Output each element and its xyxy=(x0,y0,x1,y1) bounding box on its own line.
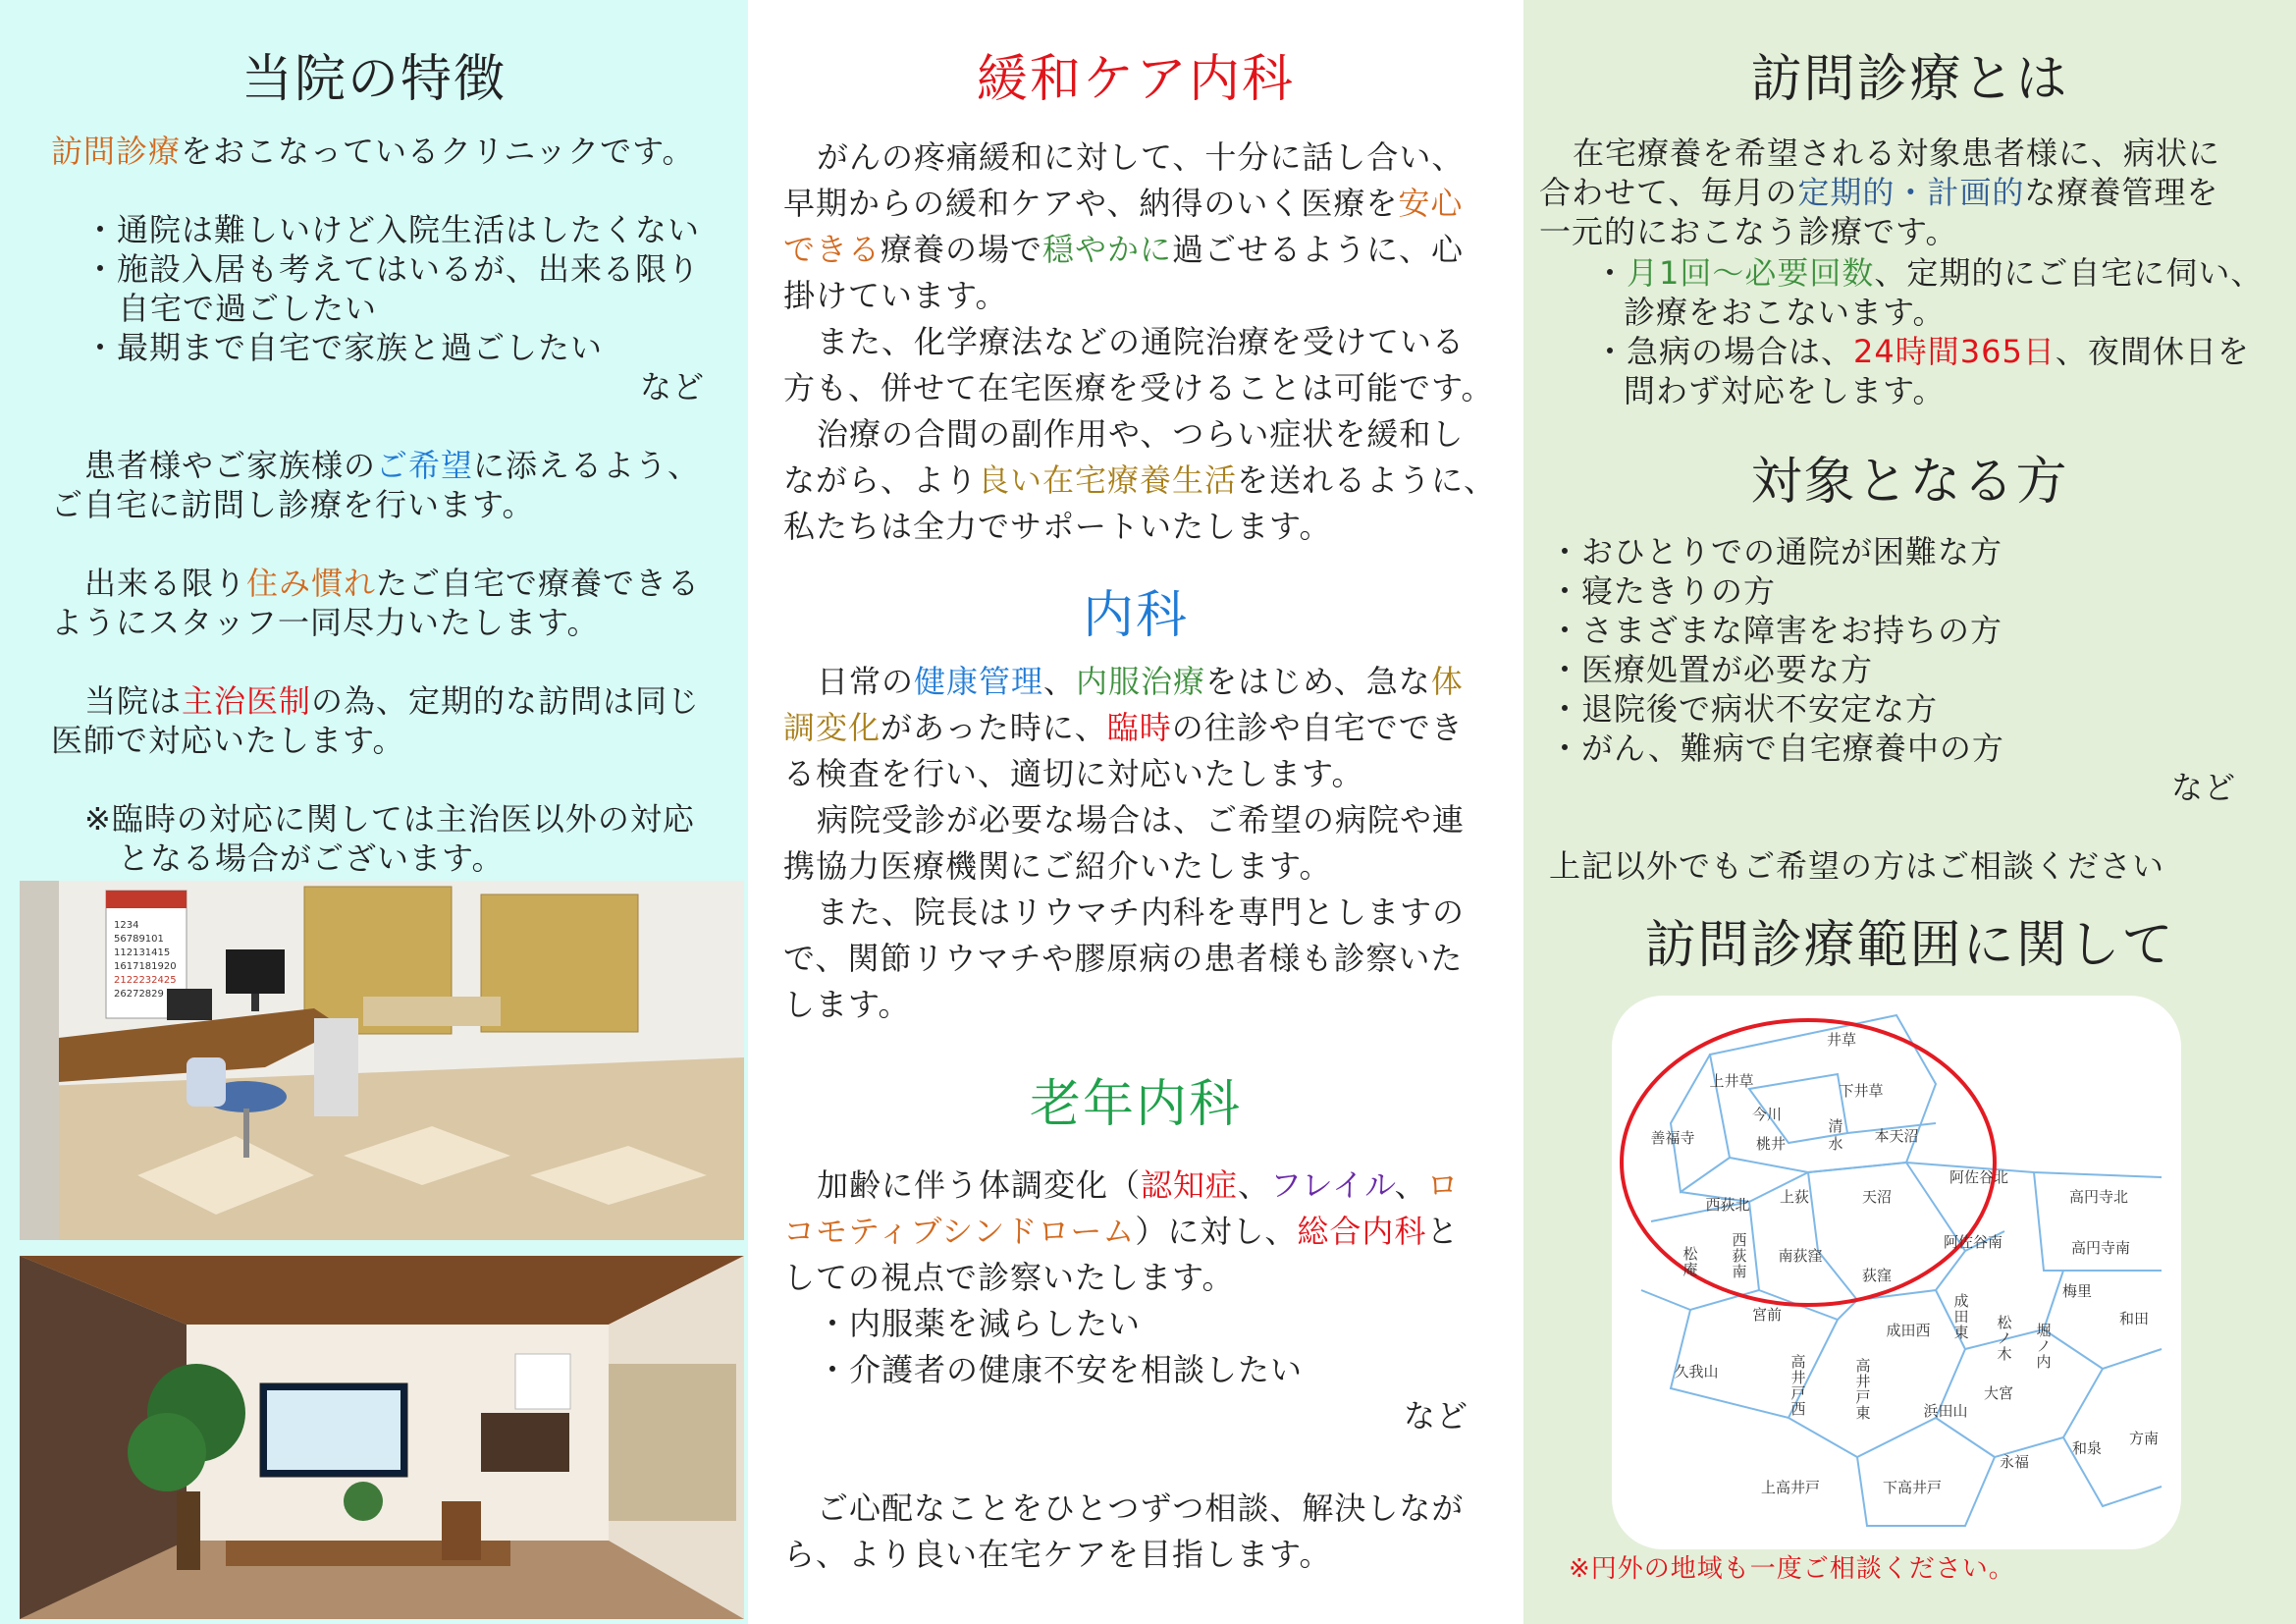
target-item: ・がん、難病で自宅療養中の方 xyxy=(1549,730,2004,767)
svg-text:西荻北: 西荻北 xyxy=(1705,1196,1750,1214)
svg-text:浜田山: 浜田山 xyxy=(1923,1402,1968,1420)
paragraph-line: 治療の合間の副作用や、つらい症状を緩和し xyxy=(817,415,1465,453)
svg-text:堀: 堀 xyxy=(2036,1322,2052,1339)
palliative-care-title: 緩和ケア内科 xyxy=(976,50,1295,109)
etc-text: など xyxy=(1404,1397,1469,1435)
svg-text:南荻窪: 南荻窪 xyxy=(1778,1247,1823,1265)
paragraph-line: 私たちは全力でサポートいたします。 xyxy=(783,508,1332,545)
paragraph-line: 方も、併せて在宅医療を受けることは可能です。 xyxy=(783,369,1494,406)
svg-text:南: 南 xyxy=(1732,1263,1747,1280)
bullet-item: ・施設入居も考えてはいるが、出来る限り xyxy=(84,250,701,288)
svg-text:善福寺: 善福寺 xyxy=(1650,1129,1695,1147)
bullet-item: ・最期まで自宅で家族と過ごしたい xyxy=(84,329,604,366)
svg-text:上荻: 上荻 xyxy=(1779,1188,1810,1206)
bullet-item: ・月1回〜必要回数、定期的にご自宅に伺い、 xyxy=(1594,254,2264,292)
svg-text:26272829: 26272829 xyxy=(114,989,164,1000)
svg-text:上井草: 上井草 xyxy=(1709,1072,1754,1090)
svg-text:和泉: 和泉 xyxy=(2071,1439,2103,1457)
consult-text: 上記以外でもご希望の方はご相談ください xyxy=(1549,847,2165,885)
svg-text:上高井戸: 上高井戸 xyxy=(1760,1479,1821,1496)
svg-text:下井草: 下井草 xyxy=(1839,1082,1884,1100)
svg-text:東: 東 xyxy=(1855,1404,1871,1422)
paragraph-line: ご自宅に訪問し診療を行います。 xyxy=(51,486,535,523)
svg-text:松: 松 xyxy=(1682,1245,1698,1263)
svg-text:久我山: 久我山 xyxy=(1674,1363,1719,1380)
svg-text:下高井戸: 下高井戸 xyxy=(1882,1479,1943,1496)
svg-text:水: 水 xyxy=(1828,1135,1843,1153)
svg-text:56789101: 56789101 xyxy=(114,934,164,945)
bullet-item: ・内服薬を減らしたい xyxy=(817,1305,1142,1342)
map-area-labels xyxy=(1650,1031,2159,1496)
svg-text:成田西: 成田西 xyxy=(1886,1322,1931,1339)
paragraph-line: 出来る限り住み慣れたご自宅で療養できる xyxy=(84,565,701,602)
svg-text:高円寺南: 高円寺南 xyxy=(2070,1239,2131,1257)
map-svg xyxy=(1612,996,2181,1549)
svg-text:1234: 1234 xyxy=(114,920,139,931)
highlight-wish: ご希望 xyxy=(376,447,474,484)
svg-text:本天沼: 本天沼 xyxy=(1874,1127,1919,1145)
paragraph-line: コモティブシンドローム）に対し、総合内科と xyxy=(783,1213,1460,1250)
paragraph-line: 在宅療養を希望される対象患者様に、病状に xyxy=(1573,135,2221,172)
svg-text:和田: 和田 xyxy=(2118,1310,2150,1327)
geriatric-medicine-title: 老年内科 xyxy=(1029,1075,1242,1134)
map-note: ※円外の地域も一度ご相談ください。 xyxy=(1569,1554,2015,1584)
service-area-title: 訪問診療範囲に関して xyxy=(1644,916,2175,975)
svg-text:井: 井 xyxy=(1790,1369,1806,1386)
paragraph-line: できる療養の場で穏やかに過ごせるように、心 xyxy=(783,231,1465,268)
svg-text:永福: 永福 xyxy=(1999,1453,2030,1471)
paragraph-line: がんの疼痛緩和に対して、十分に話し合い、 xyxy=(817,138,1465,176)
bullet-item: ・通院は難しいけど入院生活はしたくない xyxy=(84,211,701,248)
svg-text:阿佐谷北: 阿佐谷北 xyxy=(1949,1168,2009,1186)
svg-text:庵: 庵 xyxy=(1682,1261,1698,1278)
paragraph-line: 病院受診が必要な場合は、ご希望の病院や連 xyxy=(817,801,1466,839)
bullet-item-cont: 診療をおこないます。 xyxy=(1624,294,1946,331)
bullet-item: ・介護者の健康不安を相談したい xyxy=(817,1351,1304,1388)
internal-medicine-title: 内科 xyxy=(1082,586,1189,645)
exam-room-photo xyxy=(20,881,744,1240)
bullet-item: ・急病の場合は、24時間365日、夜間休日を xyxy=(1594,333,2250,370)
target-item: ・おひとりでの通院が困難な方 xyxy=(1549,533,2003,570)
svg-text:内: 内 xyxy=(2036,1353,2052,1371)
svg-text:松: 松 xyxy=(1997,1314,2012,1331)
etc-text: など xyxy=(640,368,706,406)
paragraph-line: 携協力医療機関にご紹介いたします。 xyxy=(783,847,1332,885)
svg-text:1617181920: 1617181920 xyxy=(114,961,177,972)
highlight-familiar: 住み慣れ xyxy=(246,565,377,602)
intro-text: 訪問診療をおこなっているクリニックです。 xyxy=(51,133,695,170)
paragraph-line: 日常の健康管理、内服治療をはじめ、急な体 xyxy=(817,663,1464,700)
paragraph-line: る検査を行い、適切に対応いたします。 xyxy=(783,755,1364,792)
target-item: ・寝たきりの方 xyxy=(1549,572,1777,610)
svg-text:方南: 方南 xyxy=(2128,1430,2160,1447)
paragraph-line: 掛けています。 xyxy=(783,277,1008,314)
bullet-item-cont: 問わず対応をします。 xyxy=(1624,372,1946,409)
svg-text:桃井: 桃井 xyxy=(1755,1135,1787,1153)
svg-text:高円寺北: 高円寺北 xyxy=(2068,1188,2129,1206)
svg-text:高: 高 xyxy=(1790,1353,1806,1371)
paragraph-line: また、院長はリウマチ内科を専門としますの xyxy=(817,893,1466,931)
svg-text:高: 高 xyxy=(1855,1357,1871,1375)
paragraph-line: 一元的におこなう診療です。 xyxy=(1539,213,1958,250)
svg-text:ノ: ノ xyxy=(2036,1337,2052,1355)
paragraph-line: ご心配なことをひとつずつ相談、解決しなが xyxy=(817,1489,1465,1527)
bullet-item-cont: 自宅で過ごしたい xyxy=(118,290,378,327)
svg-text:戸: 戸 xyxy=(1855,1388,1871,1406)
home-visit-title: 訪問診療とは xyxy=(1750,50,2069,109)
waiting-room-photo xyxy=(20,1256,744,1619)
svg-text:梅里: 梅里 xyxy=(2061,1282,2093,1300)
svg-text:清: 清 xyxy=(1828,1117,1843,1135)
left-panel xyxy=(0,0,748,1624)
paragraph-line: また、化学療法などの通院治療を受けている xyxy=(817,323,1466,360)
svg-text:田: 田 xyxy=(1953,1308,1969,1326)
paragraph-line: しての視点で診察いたします。 xyxy=(783,1259,1235,1296)
highlight-primary-doctor: 主治医制 xyxy=(182,682,312,720)
highlight-home-visit: 訪問診療 xyxy=(51,133,182,170)
svg-text:東: 東 xyxy=(1953,1324,1969,1341)
paragraph-line: 合わせて、毎月の定期的・計画的な療養管理を xyxy=(1539,174,2219,211)
svg-text:2122232425: 2122232425 xyxy=(114,975,177,986)
paragraph-line: ら、より良い在宅ケアを目指します。 xyxy=(783,1536,1332,1573)
svg-text:阿佐谷南: 阿佐谷南 xyxy=(1943,1233,2003,1251)
svg-text:成: 成 xyxy=(1953,1292,1969,1310)
paragraph-line: します。 xyxy=(783,986,911,1023)
paragraph-line: 当院は主治医制の為、定期的な訪問は同じ xyxy=(84,682,701,720)
paragraph-line: ようにスタッフ一同尽力いたします。 xyxy=(51,604,600,641)
svg-text:大宮: 大宮 xyxy=(1983,1384,2014,1402)
svg-text:西: 西 xyxy=(1732,1231,1747,1249)
target-item: ・退院後で病状不安定な方 xyxy=(1549,690,1939,728)
svg-text:天沼: 天沼 xyxy=(1861,1188,1893,1206)
svg-text:井草: 井草 xyxy=(1826,1031,1857,1049)
paragraph-line: 調変化があった時に、臨時の往診や自宅ででき xyxy=(783,709,1464,746)
svg-text:井: 井 xyxy=(1855,1373,1871,1390)
right-panel xyxy=(1523,0,2296,1624)
svg-text:今川: 今川 xyxy=(1751,1106,1783,1123)
target-patients-title: 対象となる方 xyxy=(1750,453,2069,512)
suginami-area-map xyxy=(1612,996,2181,1549)
clinic-features-title: 当院の特徴 xyxy=(240,50,507,109)
paragraph-line: で、関節リウマチや膠原病の患者様も診察いた xyxy=(783,940,1464,977)
svg-text:宮前: 宮前 xyxy=(1751,1306,1783,1324)
svg-text:荻: 荻 xyxy=(1732,1247,1747,1265)
svg-text:荻窪: 荻窪 xyxy=(1861,1267,1893,1284)
paragraph-line: 医師で対応いたします。 xyxy=(51,722,405,759)
target-item: ・さまざまな障害をお持ちの方 xyxy=(1549,612,2003,649)
svg-text:木: 木 xyxy=(1997,1345,2012,1363)
target-item: ・医療処置が必要な方 xyxy=(1549,651,1874,688)
svg-text:戸: 戸 xyxy=(1790,1384,1806,1402)
svg-text:西: 西 xyxy=(1790,1400,1806,1418)
etc-text: など xyxy=(2171,769,2237,806)
middle-panel xyxy=(748,0,1523,1624)
svg-text:ノ: ノ xyxy=(1997,1329,2012,1347)
paragraph-line: 患者様やご家族様のご希望に添えるよう、 xyxy=(84,447,701,484)
svg-text:112131415: 112131415 xyxy=(114,947,171,958)
paragraph-line: 加齢に伴う体調変化（認知症、フレイル、ロ xyxy=(817,1166,1460,1204)
paragraph-line: 早期からの緩和ケアや、納得のいく医療を安心 xyxy=(783,185,1464,222)
note-line: となる場合がございます。 xyxy=(118,839,505,877)
note-line: ※臨時の対応に関しては主治医以外の対応 xyxy=(84,800,695,838)
paragraph-line: ながら、より良い在宅療養生活を送れるように、 xyxy=(783,461,1497,499)
